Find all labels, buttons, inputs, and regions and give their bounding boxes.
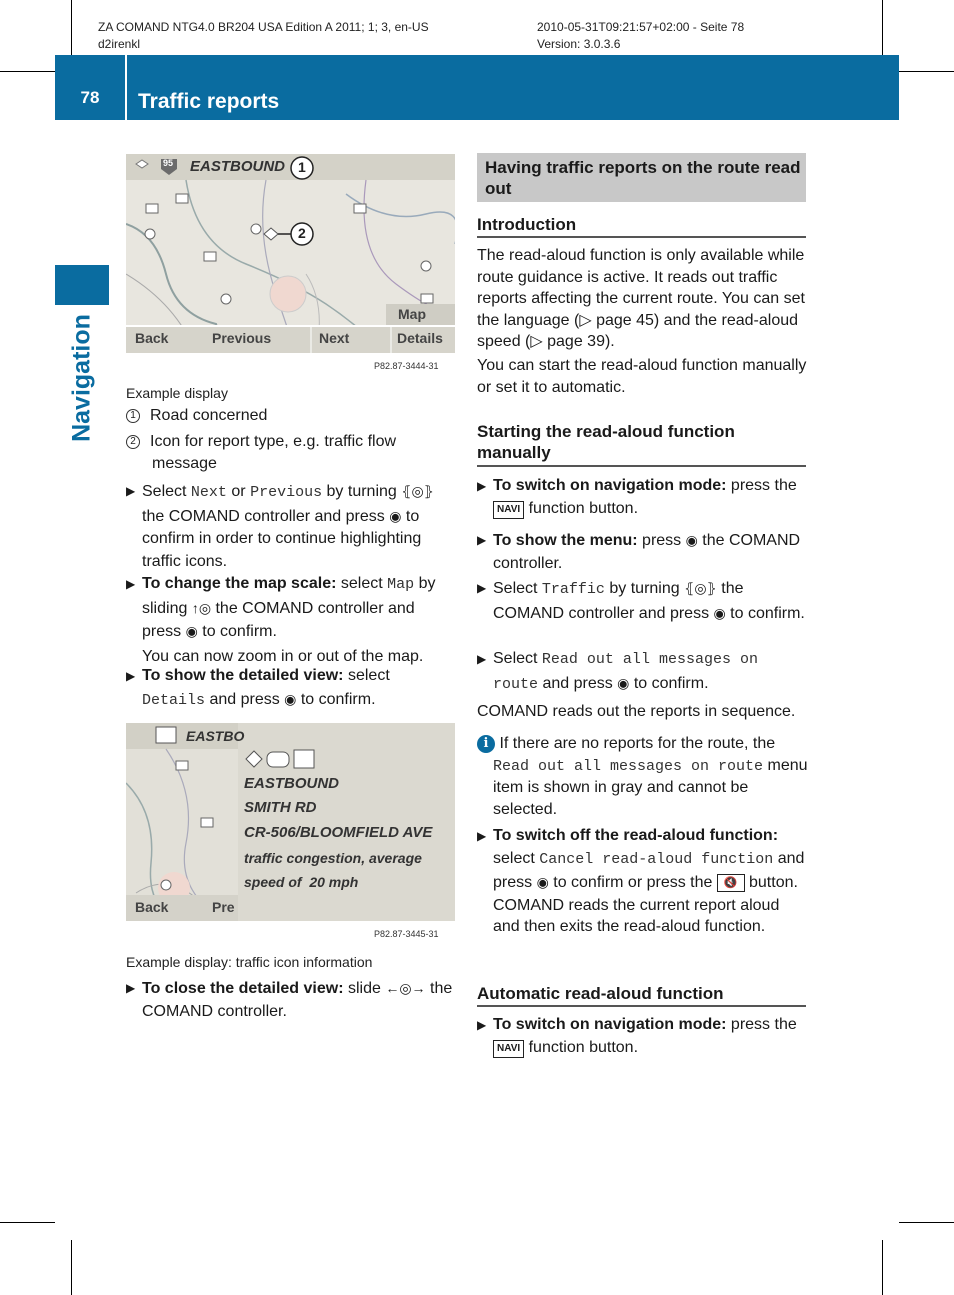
- step-text: function button.: [524, 499, 639, 517]
- map-highway-shield: 95: [163, 158, 174, 168]
- step-text: the COMAND controller and press: [493, 580, 744, 622]
- step-text: by sliding: [142, 575, 436, 617]
- press-controller-icon: ◉: [389, 507, 402, 524]
- heading-introduction: Introduction: [477, 215, 577, 234]
- mute-button-icon: 🔇: [717, 874, 745, 892]
- arrow-icon: ▶: [477, 533, 487, 547]
- arrow-icon: ▶: [126, 981, 136, 995]
- callout-1: 1: [298, 159, 306, 175]
- step-text: press the: [726, 477, 797, 494]
- step-text: by turning: [604, 580, 685, 597]
- softkey-back: Back: [135, 330, 169, 346]
- info-icon: i: [477, 735, 495, 753]
- menu-item-traffic: Traffic: [541, 581, 605, 598]
- step-text: to confirm or press the: [548, 874, 717, 891]
- softkey-next: Next: [319, 330, 350, 346]
- crop-mark: [882, 1240, 883, 1295]
- arrow-icon: ▶: [477, 581, 487, 595]
- arrow-icon: ▶: [477, 479, 487, 493]
- detail-line-cross-road: CR-506/BLOOMFIELD AVE: [244, 824, 433, 841]
- step-text: Select: [142, 483, 191, 500]
- section-title: Having traffic reports on the route read out: [485, 158, 801, 198]
- step-text: press the: [726, 1016, 797, 1033]
- press-controller-icon: ◉: [284, 690, 297, 707]
- legend-number: 2: [126, 435, 140, 449]
- map-softkey: Map: [398, 306, 426, 322]
- step-bold: To switch on navigation mode:: [493, 1016, 727, 1033]
- turn-controller-icon: ⦃◎⦄: [684, 580, 717, 596]
- result-text: COMAND reads out the reports in sequence.: [477, 703, 796, 720]
- heading-rule: [477, 236, 806, 238]
- page-title: Traffic reports: [138, 90, 280, 113]
- intro-text: page 39).: [542, 333, 615, 350]
- arrow-icon: ▶: [126, 669, 136, 683]
- menu-item-details: Details: [142, 691, 206, 709]
- menu-item-cancel-read-aloud: Cancel read-aloud function: [539, 850, 774, 868]
- figure-caption: Example display: traffic icon information: [126, 954, 373, 970]
- step-text: select: [343, 667, 390, 684]
- step-bold: To switch on navigation mode:: [493, 477, 727, 494]
- callout-2: 2: [298, 225, 306, 241]
- step-text: button.: [744, 874, 798, 891]
- map-illustration: [126, 154, 455, 353]
- step-text: and press: [493, 849, 805, 891]
- step-text: the COMAND controller and press: [142, 599, 415, 640]
- menu-item-next: Next: [190, 484, 227, 501]
- crop-mark: [899, 71, 954, 72]
- press-controller-icon: ◉: [617, 674, 630, 691]
- figure-id: P82.87-3445-31: [374, 929, 439, 939]
- navi-button: NAVI: [493, 501, 524, 519]
- menu-item-read-out-all: Read out all messages on route: [493, 757, 764, 775]
- legend-text: Road concerned: [150, 407, 268, 424]
- press-controller-icon: ◉: [713, 604, 726, 621]
- menu-item-previous: Previous: [250, 484, 323, 501]
- info-text: If there are no reports for the route, the: [495, 735, 776, 752]
- step-navi-mode-auto: [477, 1014, 807, 1059]
- print-meta-line: d2irenkl: [98, 37, 141, 51]
- press-controller-icon: ◉: [185, 623, 198, 639]
- menu-item-map: Map: [387, 576, 415, 593]
- step-text: function button.: [524, 1038, 639, 1056]
- step-change-map-scale: [126, 573, 456, 668]
- step-select-next-previous: [126, 480, 456, 573]
- arrow-icon: ▶: [126, 577, 136, 591]
- step-text: to confirm.: [725, 604, 805, 622]
- softkey-previous: Previous: [212, 330, 272, 346]
- softkey-back: Back: [135, 899, 169, 915]
- print-meta-line: 2010-05-31T09:21:57+02:00 - Seite 78: [537, 20, 745, 34]
- figure-caption: Example display: [126, 385, 228, 401]
- crop-mark: [882, 0, 883, 55]
- step-text: to confirm.: [629, 674, 709, 692]
- intro-paragraph: [477, 245, 809, 353]
- traffic-info-illustration: [126, 723, 455, 921]
- page-ref-icon: ▷: [530, 333, 543, 350]
- step-text: the COMAND controller.: [142, 980, 453, 1020]
- header-divider: [125, 55, 127, 120]
- step-close-detailed-view: [126, 977, 456, 1023]
- detail-line-road: SMITH RD: [244, 799, 317, 816]
- step-text: slide: [343, 980, 386, 997]
- step-text: Select: [493, 650, 542, 667]
- legend-number: 1: [126, 409, 140, 423]
- print-meta-line: ZA COMAND NTG4.0 BR204 USA Edition A 2011; 1; 3, en-US: [98, 20, 429, 34]
- navi-button: NAVI: [493, 1040, 524, 1058]
- step-text: Select: [493, 580, 542, 597]
- step-switch-off: [477, 825, 807, 938]
- step-text: to confirm.: [197, 623, 277, 640]
- step-bold: To show the menu:: [493, 532, 638, 549]
- step-text: to confirm in order to continue highlighting traffic icons.: [142, 507, 422, 570]
- page-number: 78: [80, 88, 100, 107]
- crop-mark: [71, 0, 72, 55]
- intro-text: The read-aloud function is only available while route guidance is active. It reads out traffic reports affecting the current route. You can set the language (: [477, 247, 805, 329]
- step-bold: To close the detailed view:: [142, 980, 344, 997]
- step-bold: To change the map scale:: [142, 575, 337, 592]
- section-title-box: [477, 153, 806, 202]
- press-controller-icon: ◉: [685, 532, 698, 548]
- step-show-detailed-view: [126, 665, 456, 712]
- step-note: You can now zoom in or out of the map.: [142, 647, 424, 665]
- section-tab-label: Navigation: [67, 314, 96, 442]
- slide-left-right-icon: ←◎→: [385, 980, 426, 996]
- arrow-icon: ▶: [477, 652, 487, 666]
- step-text: to confirm.: [296, 690, 376, 708]
- detail-line-speed: speed of 20 mph: [244, 874, 359, 890]
- map-direction-label: EASTBOUND: [190, 158, 286, 175]
- arrow-icon: ▶: [126, 484, 136, 498]
- legend-text: Icon for report type, e.g. traffic flow message: [150, 433, 397, 472]
- heading-rule: [477, 1005, 806, 1007]
- step-select-traffic: [477, 577, 807, 625]
- print-meta-line: Version: 3.0.3.6: [537, 37, 621, 51]
- print-meta-right: [537, 19, 744, 53]
- step-bold: To show the detailed view:: [142, 667, 344, 684]
- intro-paragraph-2: You can start the read-aloud function manually or set it to automatic.: [477, 357, 807, 396]
- detail-line-direction: EASTBOUND: [244, 775, 340, 792]
- map-display-figure: [126, 154, 455, 353]
- arrow-icon: ▶: [477, 1018, 487, 1032]
- crop-mark: [71, 1240, 72, 1295]
- arrow-icon: ▶: [477, 829, 487, 843]
- step-select-read-out: [477, 648, 807, 696]
- slide-up-icon: ↑◎: [191, 599, 212, 616]
- step-bold: To switch off the read-aloud function:: [493, 827, 779, 844]
- heading-rule: [477, 465, 806, 467]
- turn-controller-icon: ⦃◎⦄: [401, 483, 434, 499]
- step-text: press: [637, 532, 686, 549]
- detail-line-message: traffic congestion, average: [244, 850, 422, 866]
- step-text: the COMAND controller and press: [142, 507, 390, 525]
- legend-item: [126, 431, 456, 474]
- press-controller-icon: ◉: [536, 874, 549, 890]
- crop-mark: [0, 1222, 55, 1223]
- figure-id: P82.87-3444-31: [374, 361, 439, 371]
- step-note: COMAND reads the current report aloud and then exits the read-aloud function.: [493, 896, 780, 935]
- softkey-previous-cut: Pre: [212, 899, 235, 915]
- print-meta-left: [98, 19, 429, 53]
- traffic-info-figure: [126, 723, 455, 921]
- detail-header-label: EASTBO: [186, 728, 245, 744]
- step-text: and press: [205, 690, 285, 708]
- info-text: menu item is shown in gray and cannot be selected.: [493, 756, 808, 818]
- crop-mark: [0, 71, 55, 72]
- softkey-details: Details: [397, 330, 443, 346]
- heading-manual: Starting the read-aloud function manually: [477, 422, 735, 462]
- step-text: and press: [538, 674, 618, 692]
- legend-item: [126, 405, 456, 427]
- side-tab-marker: [55, 265, 109, 305]
- intro-text: page 45) and the read-aloud speed (: [477, 311, 799, 350]
- page-ref-icon: ▷: [579, 311, 592, 329]
- step-navi-mode: [477, 475, 807, 520]
- step-text: or: [226, 483, 251, 500]
- step-show-menu: [477, 529, 807, 575]
- step-text: the COMAND controller.: [493, 532, 801, 572]
- heading-automatic: Automatic read-aloud function: [477, 984, 724, 1003]
- step-text: by turning: [322, 483, 402, 500]
- menu-item-read-out-all: Read out all messages on route: [493, 651, 758, 693]
- crop-mark: [899, 1222, 954, 1223]
- step-text: select: [493, 849, 540, 867]
- step-text: select: [336, 575, 388, 592]
- info-note: [477, 733, 809, 820]
